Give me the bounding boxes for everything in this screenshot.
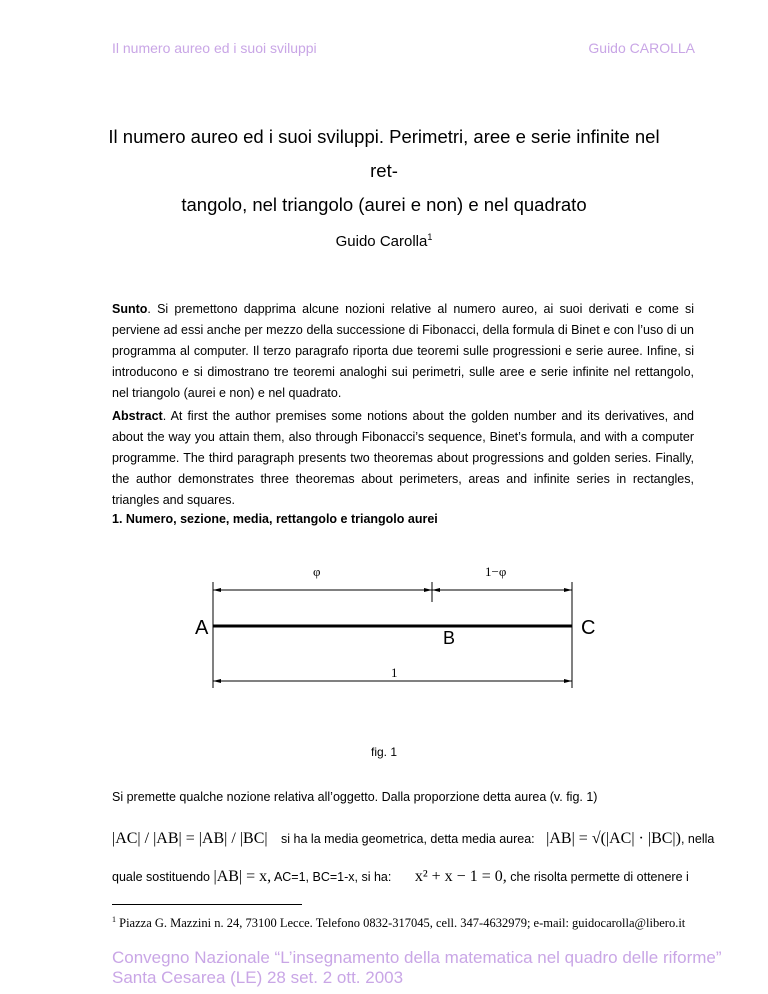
figure-golden-section bbox=[195, 564, 596, 702]
running-header-author: Guido CAROLLA bbox=[588, 40, 695, 56]
arrowhead bbox=[424, 588, 432, 592]
footnote-rule bbox=[112, 904, 302, 905]
sunto-paragraph bbox=[112, 299, 694, 404]
figure-caption: fig. 1 bbox=[370, 745, 397, 759]
label-phi: φ bbox=[313, 564, 321, 579]
footer-line-2: Santa Cesarea (LE) 28 set. 2 ott. 2003 bbox=[112, 968, 404, 987]
text-nella: , nella bbox=[680, 832, 715, 846]
arrowhead bbox=[213, 679, 221, 683]
equation-ratio: |AC| / |AB| = |AB| / |BC| bbox=[112, 830, 268, 847]
conference-footer bbox=[112, 948, 722, 988]
sunto-label: Sunto bbox=[112, 302, 148, 316]
author-name bbox=[0, 232, 768, 250]
text-values: AC=1, BC=1-x, si ha: bbox=[273, 870, 392, 884]
author-footnote-mark: 1 bbox=[427, 232, 433, 242]
abstract-label: Abstract bbox=[112, 409, 163, 423]
point-c-label: C bbox=[581, 617, 596, 639]
abstract-paragraph bbox=[112, 406, 694, 511]
arrowhead bbox=[564, 588, 572, 592]
author-name-text: Guido Carolla bbox=[335, 233, 428, 250]
running-header-title: Il numero aureo ed i suoi sviluppi bbox=[112, 40, 317, 56]
arrowhead bbox=[564, 679, 572, 683]
arrowhead bbox=[213, 588, 221, 592]
arrowhead bbox=[432, 588, 440, 592]
equation-quadratic: x² + x − 1 = 0, bbox=[414, 868, 507, 885]
footnote-text: Piazza G. Mazzini n. 24, 73100 Lecce. Telefono 0832-317045, cell. 347-4632979; e-mail: guidocarolla@libero.it bbox=[119, 916, 686, 931]
equation-substitution: |AB| = x, bbox=[213, 868, 272, 885]
label-one: 1 bbox=[391, 665, 398, 680]
title-line-2: tangolo, nel triangolo (aurei e non) e nel quadrato bbox=[181, 194, 587, 215]
title-line-1: Il numero aureo ed i suoi sviluppi. Perimetri, aree e serie infinite nel ret- bbox=[108, 126, 660, 181]
intro-sentence: Si premette qualche nozione relativa all’oggetto. Dalla proporzione detta aurea (v. fig. 1) bbox=[112, 790, 598, 804]
equation-mean: |AB| = √(|AC| · |BC|) bbox=[546, 830, 681, 847]
equation-line-2 bbox=[112, 868, 694, 886]
text-sostituendo: quale sostituendo bbox=[112, 870, 210, 884]
footnote bbox=[112, 912, 694, 931]
text-conclusion: che risolta permette di ottenere i bbox=[510, 870, 689, 884]
paper-title bbox=[100, 120, 668, 222]
abstract-text: . At first the author premises some notions about the golden number and its derivatives, and about the way you attain them, also through Fibonacci’s sequence, Binet’s formula, and with a computer programme. The third paragraph presents two theoremas about progressions and golden series. Finally, the author demonstrates three theoremas about perimeters, areas and infinite series in rectangles, triangles and squares. bbox=[112, 409, 694, 507]
footnote-mark: 1 bbox=[112, 915, 116, 924]
sunto-text: . Si premettono dapprima alcune nozioni relative al numero aureo, ai suoi derivati e come si perviene ad essi anche per mezzo della successione di Fibonacci, della formula di Binet e con l’uso di un programma al computer. Il terzo paragrafo riporta due teoremi sulle progressioni e serie auree. Infine, si introducono e si dimostrano tre teoremi analoghi sui perimetri, sulle aree e serie infinite nel rettangolo, nel triangolo (aurei e non) e nel quadrato. bbox=[112, 302, 694, 400]
footer-line-1: Convegno Nazionale “L’insegnamento della matematica nel quadro delle riforme” bbox=[112, 948, 722, 967]
point-a-label: A bbox=[195, 617, 209, 639]
section-heading: 1. Numero, sezione, media, rettangolo e triangolo aurei bbox=[112, 512, 438, 526]
label-one-minus-phi: 1−φ bbox=[485, 564, 507, 579]
text-media-aurea: si ha la media geometrica, detta media aurea: bbox=[281, 832, 535, 846]
point-b-label: B bbox=[443, 628, 456, 648]
equation-line-1 bbox=[112, 830, 715, 848]
